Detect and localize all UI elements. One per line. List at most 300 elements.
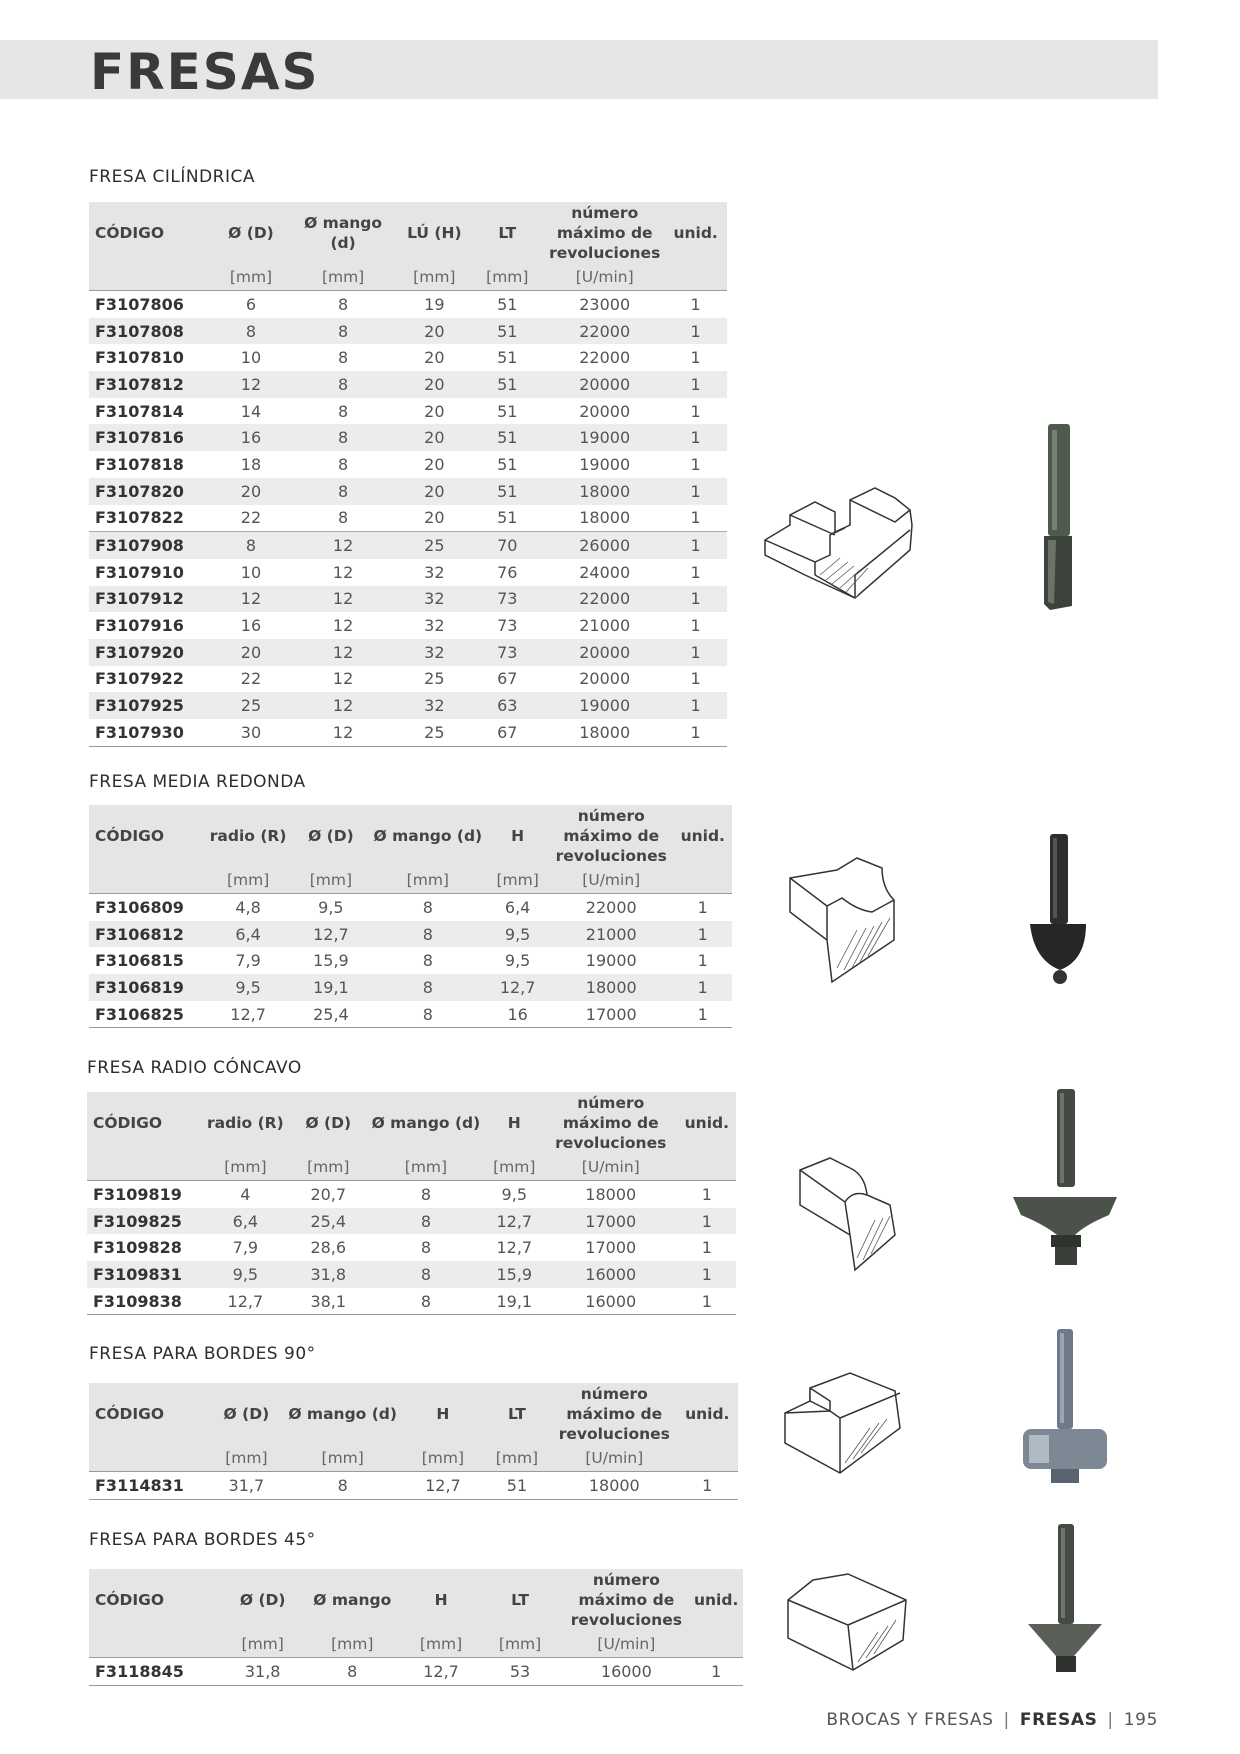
value-cell: 51 (469, 371, 545, 398)
value-cell: 1 (690, 348, 701, 368)
value-cell: 18000 (549, 974, 674, 1001)
unit-cell: [U/min] (545, 264, 664, 291)
section-title-bordes-45: FRESA PARA BORDES 45° (89, 1530, 316, 1550)
value-cell: 32 (399, 692, 469, 719)
table-row (89, 478, 727, 505)
value-cell: 22000 (585, 897, 637, 917)
value-cell: 31,7 (211, 1472, 281, 1500)
value-cell: 18000 (545, 719, 664, 746)
value-cell: 20000 (579, 669, 631, 689)
column-header: número máximo de revoluciones (544, 1092, 678, 1154)
value-cell: 10 (240, 562, 262, 582)
column-header: CÓDIGO (89, 1383, 211, 1445)
table-row (89, 1658, 743, 1686)
unit-cell: [U/min] (549, 867, 674, 894)
value-cell: 16000 (544, 1288, 678, 1315)
product-code-cell: F3109828 (93, 1238, 182, 1258)
table-row (87, 1234, 736, 1261)
unit-cell: [mm] (204, 867, 293, 894)
value-cell: 1 (664, 424, 727, 451)
product-code-cell: F3106809 (95, 897, 184, 917)
value-cell: 22 (240, 508, 262, 528)
value-cell: 1 (664, 478, 727, 505)
column-header: H (405, 1569, 476, 1631)
product-code-cell: F3118845 (89, 1658, 226, 1686)
column-header: H (485, 1092, 544, 1154)
value-cell: 51 (482, 1472, 552, 1500)
value-cell: 20 (424, 508, 445, 528)
product-code-cell: F3107930 (89, 719, 215, 746)
product-code-cell: F3109819 (93, 1184, 182, 1204)
table-row (89, 586, 727, 613)
value-cell: 9,5 (504, 951, 531, 971)
value-cell: 8 (369, 1001, 486, 1028)
table-row (89, 974, 732, 1001)
product-code-cell: F3107908 (89, 532, 215, 559)
value-cell: 8 (367, 1208, 485, 1235)
value-cell: 15,9 (313, 951, 349, 971)
unit-cell: [mm] (211, 1445, 281, 1472)
column-header: radio (R) (204, 805, 293, 867)
table-row (87, 1261, 736, 1288)
value-cell: 8 (420, 1238, 432, 1258)
value-cell: 70 (469, 532, 545, 559)
product-code-cell: F3109825 (87, 1208, 201, 1235)
unit-cell (677, 1445, 738, 1472)
page-footer: BROCAS Y FRESAS | FRESAS | 195 (826, 1710, 1158, 1730)
value-cell: 1 (690, 616, 701, 636)
profile-drawing-media-redonda (782, 850, 912, 990)
value-cell: 32 (399, 639, 469, 666)
value-cell: 9,5 (318, 897, 344, 917)
value-cell: 12 (215, 586, 287, 613)
product-code-cell: F3106812 (89, 921, 204, 948)
product-code-cell: F3109831 (87, 1261, 201, 1288)
value-cell: 1 (664, 371, 727, 398)
column-header: número máximo de revoluciones (552, 1383, 677, 1445)
spec-table-radio-concavo (87, 1092, 736, 1315)
value-cell: 31,8 (289, 1261, 367, 1288)
value-cell: 18000 (585, 1184, 637, 1204)
value-cell: 22 (240, 669, 262, 689)
column-header: Ø mango (d) (281, 1383, 403, 1445)
value-cell: 6,4 (204, 921, 293, 948)
product-code-cell: F3107806 (95, 294, 184, 314)
value-cell: 19000 (545, 424, 664, 451)
value-cell: 8 (287, 371, 399, 398)
table-row (89, 451, 727, 478)
value-cell: 25,4 (289, 1208, 367, 1235)
profile-drawing-radio-concavo (795, 1150, 905, 1280)
column-header: unid. (678, 1092, 736, 1154)
table-row (89, 1001, 732, 1028)
column-header: número máximo de revoluciones (549, 805, 674, 867)
value-cell: 12 (332, 669, 354, 689)
value-cell: 73 (469, 586, 545, 613)
router-bit-photo-media-redonda (1020, 830, 1100, 990)
product-code-cell: F3109838 (87, 1288, 201, 1315)
footer-category: BROCAS Y FRESAS (826, 1710, 994, 1730)
product-code-cell: F3107818 (95, 454, 184, 474)
section-title-media-redonda: FRESA MEDIA REDONDA (89, 772, 306, 792)
table-row (87, 1181, 736, 1208)
value-cell: 16000 (544, 1261, 678, 1288)
table-row (89, 894, 732, 921)
value-cell: 20 (424, 454, 445, 474)
value-cell: 20,7 (310, 1184, 347, 1204)
table-row (89, 398, 727, 425)
router-bit-photo-bordes-90 (1015, 1325, 1115, 1490)
column-header: Ø mango (299, 1569, 405, 1631)
value-cell: 8 (287, 318, 399, 345)
value-cell: 6,4 (504, 897, 531, 917)
value-cell: 12,7 (496, 1238, 533, 1258)
value-cell: 1 (664, 586, 727, 613)
value-cell: 16 (486, 1001, 549, 1028)
value-cell: 8 (337, 508, 349, 528)
value-cell: 73 (497, 616, 518, 636)
product-code-cell: F3107812 (89, 371, 215, 398)
column-header: Ø mango (d) (369, 805, 486, 867)
value-cell: 1 (674, 1001, 732, 1028)
column-header: CÓDIGO (89, 202, 215, 264)
value-cell: 8 (420, 1184, 432, 1204)
section-title-cilindrica: FRESA CILÍNDRICA (89, 167, 255, 187)
unit-cell: [mm] (404, 1445, 482, 1472)
value-cell: 12 (287, 719, 399, 746)
value-cell: 12,7 (405, 1658, 476, 1686)
router-bit-photo-cilindrica (1028, 420, 1088, 615)
value-cell: 1 (690, 508, 701, 528)
value-cell: 19 (424, 294, 445, 314)
table-row (89, 532, 727, 559)
value-cell: 21000 (549, 921, 674, 948)
column-header: LÚ (H) (399, 202, 469, 264)
unit-cell (87, 1154, 201, 1181)
value-cell: 22000 (545, 586, 664, 613)
value-cell: 6,4 (201, 1208, 289, 1235)
product-code-cell: F3107810 (95, 348, 184, 368)
spec-table-cilindrica (89, 202, 727, 747)
table-row (89, 947, 732, 974)
value-cell: 20 (399, 318, 469, 345)
value-cell: 1 (690, 401, 701, 421)
value-cell: 19000 (585, 951, 637, 971)
unit-cell: [mm] (201, 1154, 289, 1181)
value-cell: 8 (215, 532, 287, 559)
value-cell: 20 (424, 348, 445, 368)
value-cell: 73 (469, 639, 545, 666)
value-cell: 51 (497, 401, 518, 421)
table-row (89, 291, 727, 318)
value-cell: 51 (469, 478, 545, 505)
column-header: Ø (D) (215, 202, 287, 264)
value-cell: 9,5 (501, 1184, 527, 1204)
table-row (89, 692, 727, 719)
value-cell: 8 (299, 1658, 405, 1686)
value-cell: 1 (664, 639, 727, 666)
table-row (89, 318, 727, 345)
column-header: unid. (664, 202, 727, 264)
value-cell: 32 (424, 562, 445, 582)
value-cell: 4,8 (235, 897, 261, 917)
column-header: Ø (D) (226, 1569, 299, 1631)
value-cell: 67 (469, 719, 545, 746)
value-cell: 1 (690, 294, 701, 314)
value-cell: 1 (697, 951, 708, 971)
column-header: unid. (674, 805, 732, 867)
column-header: LT (469, 202, 545, 264)
value-cell: 12 (287, 692, 399, 719)
value-cell: 51 (497, 348, 518, 368)
value-cell: 1 (697, 897, 708, 917)
table-row (89, 424, 727, 451)
value-cell: 20000 (545, 371, 664, 398)
product-code-cell: F3107820 (89, 478, 215, 505)
value-cell: 20 (399, 371, 469, 398)
value-cell: 1 (664, 719, 727, 746)
value-cell: 23000 (579, 294, 631, 314)
value-cell: 8 (367, 1288, 485, 1315)
value-cell: 1 (677, 1472, 738, 1500)
value-cell: 8 (369, 921, 486, 948)
value-cell: 8 (367, 1261, 485, 1288)
product-code-cell: F3107920 (89, 639, 215, 666)
value-cell: 8 (281, 1472, 403, 1500)
value-cell: 12 (332, 616, 354, 636)
value-cell: 8 (337, 454, 349, 474)
unit-cell (89, 1631, 226, 1658)
value-cell: 51 (469, 424, 545, 451)
value-cell: 17000 (585, 1238, 637, 1258)
value-cell: 12 (287, 586, 399, 613)
page-number: 195 (1123, 1710, 1158, 1730)
unit-cell: [mm] (369, 867, 486, 894)
value-cell: 1 (701, 1238, 712, 1258)
unit-cell: [mm] (287, 264, 399, 291)
product-code-cell: F3107910 (95, 562, 184, 582)
value-cell: 14 (240, 401, 262, 421)
product-code-cell: F3107814 (95, 401, 184, 421)
unit-cell: [mm] (289, 1154, 367, 1181)
value-cell: 20 (399, 424, 469, 451)
value-cell: 12,7 (485, 1208, 544, 1235)
unit-cell: [mm] (399, 264, 469, 291)
value-cell: 19,1 (485, 1288, 544, 1315)
value-cell: 8 (287, 424, 399, 451)
value-cell: 63 (469, 692, 545, 719)
value-cell: 16 (215, 424, 287, 451)
unit-cell: [mm] (367, 1154, 485, 1181)
unit-cell: [mm] (281, 1445, 403, 1472)
value-cell: 18 (240, 454, 262, 474)
value-cell: 76 (497, 562, 518, 582)
value-cell: 19000 (579, 454, 631, 474)
value-cell: 1 (664, 692, 727, 719)
table-row (89, 371, 727, 398)
product-code-cell: F3107808 (89, 318, 215, 345)
column-header: Ø (D) (211, 1383, 281, 1445)
value-cell: 12 (215, 371, 287, 398)
value-cell: 22000 (545, 318, 664, 345)
unit-cell (89, 1445, 211, 1472)
value-cell: 1 (674, 974, 732, 1001)
value-cell: 32 (424, 616, 445, 636)
unit-cell (89, 264, 215, 291)
unit-cell (678, 1154, 736, 1181)
spec-table-bordes-90 (89, 1383, 738, 1500)
column-header: Ø mango (d) (367, 1092, 485, 1154)
value-cell: 20000 (579, 401, 631, 421)
unit-cell: [mm] (226, 1631, 299, 1658)
column-header: Ø (D) (289, 1092, 367, 1154)
value-cell: 9,5 (486, 921, 549, 948)
value-cell: 51 (469, 318, 545, 345)
router-bit-photo-bordes-45 (1020, 1520, 1110, 1680)
table-row (87, 1208, 736, 1235)
product-code-cell: F3107925 (89, 692, 215, 719)
value-cell: 1 (690, 454, 701, 474)
value-cell: 1 (701, 1184, 712, 1204)
value-cell: 12 (287, 532, 399, 559)
value-cell: 17000 (544, 1208, 678, 1235)
value-cell: 53 (477, 1658, 564, 1686)
value-cell: 51 (497, 508, 518, 528)
product-code-cell: F3107922 (95, 669, 184, 689)
value-cell: 20 (399, 478, 469, 505)
value-cell: 12,7 (204, 1001, 293, 1028)
value-cell: 12,7 (404, 1472, 482, 1500)
value-cell: 8 (422, 897, 433, 917)
column-header: CÓDIGO (89, 1569, 226, 1631)
unit-cell (674, 867, 732, 894)
value-cell: 20 (424, 401, 445, 421)
column-header: H (486, 805, 549, 867)
unit-cell: [mm] (405, 1631, 476, 1658)
profile-drawing-bordes-90 (775, 1363, 915, 1483)
value-cell: 30 (215, 719, 287, 746)
spec-table-media-redonda (89, 805, 732, 1028)
product-code-cell: F3107822 (95, 508, 184, 528)
value-cell: 25 (399, 532, 469, 559)
value-cell: 1 (664, 318, 727, 345)
value-cell: 8 (337, 294, 349, 314)
value-cell: 9,5 (204, 974, 293, 1001)
value-cell: 25 (399, 719, 469, 746)
value-cell: 25,4 (292, 1001, 369, 1028)
unit-cell: [mm] (485, 1154, 544, 1181)
unit-cell: [U/min] (563, 1631, 689, 1658)
unit-cell (89, 867, 204, 894)
value-cell: 51 (497, 294, 518, 314)
value-cell: 25 (215, 692, 287, 719)
value-cell: 1 (690, 669, 701, 689)
product-code-cell: F3106815 (95, 951, 184, 971)
value-cell: 1 (674, 921, 732, 948)
table-row (89, 921, 732, 948)
value-cell: 20 (215, 639, 287, 666)
value-cell: 1 (678, 1208, 736, 1235)
product-code-cell: F3114831 (89, 1472, 211, 1500)
table-row (89, 612, 727, 639)
unit-cell: [mm] (292, 867, 369, 894)
column-header: LT (482, 1383, 552, 1445)
value-cell: 1 (678, 1288, 736, 1315)
value-cell: 15,9 (485, 1261, 544, 1288)
value-cell: 19000 (545, 692, 664, 719)
column-header: número máximo de revoluciones (545, 202, 664, 264)
column-header: unid. (689, 1569, 743, 1631)
value-cell: 12 (332, 562, 354, 582)
table-row (89, 666, 727, 693)
value-cell: 24000 (579, 562, 631, 582)
value-cell: 8 (215, 318, 287, 345)
table-row (87, 1288, 736, 1315)
product-code-cell: F3107816 (89, 424, 215, 451)
column-header: CÓDIGO (89, 805, 204, 867)
value-cell: 12 (287, 639, 399, 666)
unit-cell (689, 1631, 743, 1658)
value-cell: 28,6 (310, 1238, 347, 1258)
table-row (89, 344, 727, 371)
value-cell: 1 (664, 532, 727, 559)
column-header: unid. (677, 1383, 738, 1445)
column-header: Ø (D) (292, 805, 369, 867)
column-header: H (404, 1383, 482, 1445)
page-title: FRESAS (90, 43, 320, 101)
unit-cell: [U/min] (544, 1154, 678, 1181)
value-cell: 8 (337, 401, 349, 421)
unit-cell: [mm] (299, 1631, 405, 1658)
footer-section: FRESAS (1019, 1710, 1098, 1730)
column-header: CÓDIGO (87, 1092, 201, 1154)
value-cell: 18000 (552, 1472, 677, 1500)
value-cell: 67 (497, 669, 518, 689)
table-row (89, 719, 727, 746)
product-code-cell: F3107912 (89, 586, 215, 613)
profile-drawing-cilindrica (760, 480, 920, 610)
column-header: LT (477, 1569, 564, 1631)
value-cell: 12,7 (486, 974, 549, 1001)
table-row (89, 505, 727, 532)
table-row (89, 559, 727, 586)
unit-cell: [mm] (215, 264, 287, 291)
value-cell: 6 (245, 294, 257, 314)
value-cell: 17000 (549, 1001, 674, 1028)
value-cell: 1 (678, 1261, 736, 1288)
value-cell: 1 (689, 1658, 743, 1686)
value-cell: 38,1 (289, 1288, 367, 1315)
value-cell: 51 (497, 454, 518, 474)
unit-cell: [mm] (486, 867, 549, 894)
value-cell: 22000 (579, 348, 631, 368)
value-cell: 8 (422, 951, 433, 971)
value-cell: 4 (240, 1184, 251, 1204)
unit-cell (664, 264, 727, 291)
value-cell: 32 (399, 586, 469, 613)
profile-drawing-bordes-45 (778, 1570, 918, 1680)
column-header: Ø mango (d) (287, 202, 399, 264)
router-bit-photo-radio-concavo (1005, 1085, 1125, 1285)
value-cell: 20 (215, 478, 287, 505)
product-code-cell: F3106819 (89, 974, 204, 1001)
value-cell: 19,1 (292, 974, 369, 1001)
value-cell: 21000 (579, 616, 631, 636)
value-cell: 18000 (545, 478, 664, 505)
value-cell: 7,9 (232, 1238, 259, 1258)
value-cell: 8 (337, 348, 349, 368)
product-code-cell: F3106825 (89, 1001, 204, 1028)
